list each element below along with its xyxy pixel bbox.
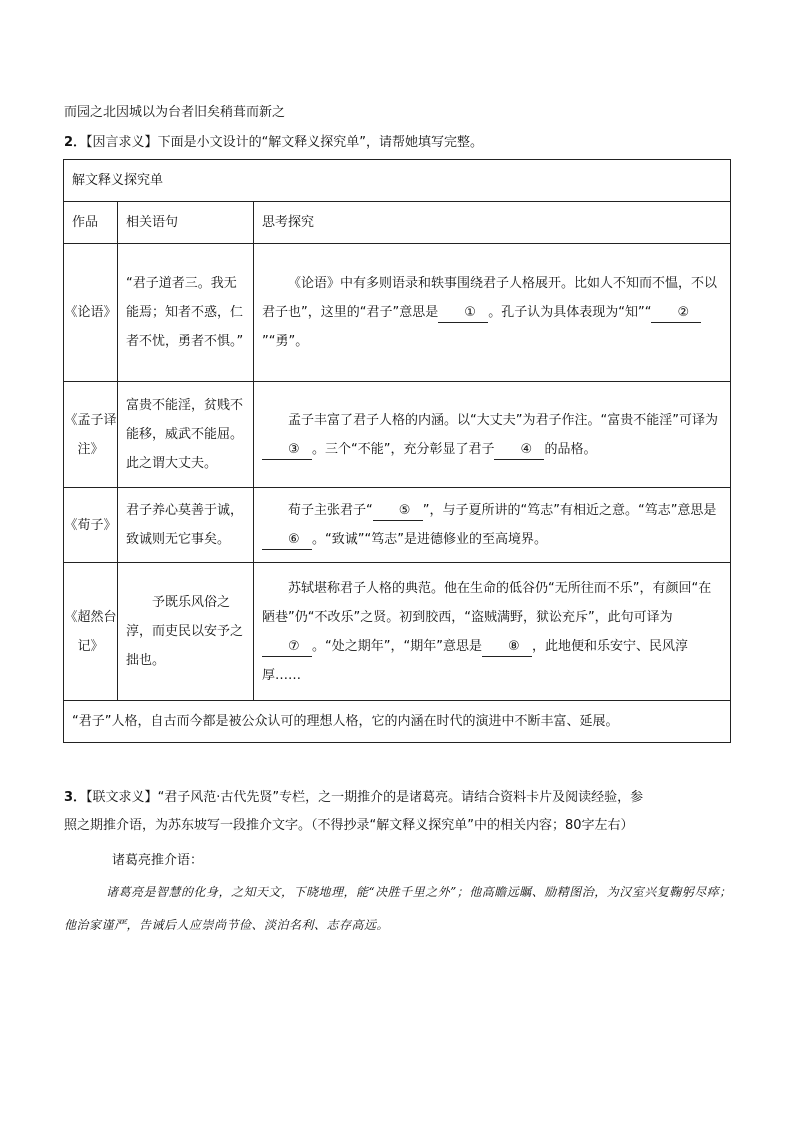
recommend-label: 诸葛亮推介语： — [112, 853, 204, 868]
top-text-line: 而园之北因城以为台者旧矣稍葺而新之 — [64, 105, 286, 120]
explore-text: 。孔子认为具体表现为“知”“ — [488, 305, 652, 320]
explore-text: ，此地便和乐安宁、民风淳厚…… — [262, 638, 688, 683]
question-text: “君子风范·古代先贤”专栏，之一期推介的是诸葛亮。请结合资料卡片及阅读经验，参 — [157, 790, 644, 805]
explore-text: 。三个“不能”，充分彰显了君子 — [312, 441, 495, 457]
explore-text: 。“处之期年”，“期年”意思是 — [312, 638, 482, 654]
quote-cell: 富贵不能淫，贫贱不能移，威武不能屈。此之谓大丈夫。 — [118, 382, 254, 488]
question-3-line-2: 照之期推介语，为苏东坡写一段推介文字。（不得抄录“解文释义探究单”中的相关内容；80字左右） — [64, 818, 634, 833]
explore-text: ”“勇”。 — [262, 334, 309, 349]
explore-text: 。“致诚”“笃志”是进德修业的至高境界。 — [312, 532, 547, 547]
header-work: 作品 — [64, 202, 118, 244]
answer-blank[interactable]: ⑧ — [482, 638, 532, 657]
explore-text: 苏轼堪称君子人格的典范。他在生命的低谷仍“无所往而不乐”，有颜回“在陋巷”仍“不改乐”之贤。初到胶西，“盗贼满野，狱讼充斥”，此句可译为 — [262, 580, 712, 625]
question-tag: 【联文求义】 — [86, 790, 158, 805]
quote-cell: “君子道者三。我无能焉；知者不惑，仁者不忧，勇者不惧。” — [118, 244, 254, 382]
header-quote: 相关语句 — [118, 202, 254, 244]
work-cell: 《荀子》 — [64, 488, 118, 563]
explore-text: 荀子主张君子“ — [288, 503, 373, 518]
table-row — [64, 488, 731, 563]
explore-cell — [254, 488, 731, 563]
quote-cell: 君子养心莫善于诚，致诚则无它事矣。 — [118, 488, 254, 563]
explore-cell — [254, 244, 731, 382]
worksheet-title: 解文释义探究单 — [64, 160, 731, 202]
recommend-text: 诸葛亮是智慧的化身，之知天文，下晓地理，能“决胜千里之外”；他高瞻远瞩、励精图治，为汉室兴复鞠躬尽瘁；他治家谨严，告诫后人应崇尚节俭、淡泊名利、志存高远。 — [64, 885, 732, 932]
explore-cell — [254, 382, 731, 488]
question-2 — [64, 131, 483, 150]
work-cell: 《超然台记》 — [64, 563, 118, 701]
explore-text: 《论语》中有多则语录和轶事围绕君子人格展开。比如人不知而不愠，不以君子也”，这里的“君子”意思是 — [262, 276, 718, 320]
answer-blank[interactable]: ⑥ — [262, 531, 312, 550]
answer-blank[interactable]: ③ — [262, 441, 312, 460]
question-number: 2． — [64, 135, 87, 150]
answer-blank[interactable]: ⑦ — [262, 638, 312, 657]
quote-cell: 予既乐风俗之淳，而吏民以安予之拙也。 — [118, 563, 254, 701]
table-row — [64, 563, 731, 701]
explore-cell — [254, 563, 731, 701]
table-row — [64, 244, 731, 382]
header-explore: 思考探究 — [254, 202, 731, 244]
worksheet-table — [63, 159, 731, 743]
explore-text: 孟子丰富了君子人格的内涵。以“大丈夫”为君子作注。“富贵不能淫”可译为 — [288, 412, 718, 428]
question-tag: 【因言求义】 — [86, 135, 158, 150]
answer-blank[interactable]: ④ — [494, 441, 544, 460]
answer-blank[interactable]: ⑤ — [373, 502, 423, 521]
question-3-line-1 — [64, 786, 643, 805]
explore-text: 的品格。 — [544, 441, 597, 457]
work-cell: 《孟子译注》 — [64, 382, 118, 488]
worksheet-footer: “君子”人格，自古而今都是被公众认可的理想人格，它的内涵在时代的演进中不断丰富、延展。 — [64, 701, 731, 743]
work-cell: 《论语》 — [64, 244, 118, 382]
question-number: 3． — [64, 790, 87, 805]
table-row — [64, 382, 731, 488]
answer-blank[interactable]: ② — [651, 304, 701, 323]
question-text: 下面是小文设计的“解文释义探究单”，请帮她填写完整。 — [157, 135, 484, 150]
explore-text: ”，与子夏所讲的“笃志”有相近之意。“笃志”意思是 — [422, 503, 717, 518]
answer-blank[interactable]: ① — [438, 304, 488, 323]
